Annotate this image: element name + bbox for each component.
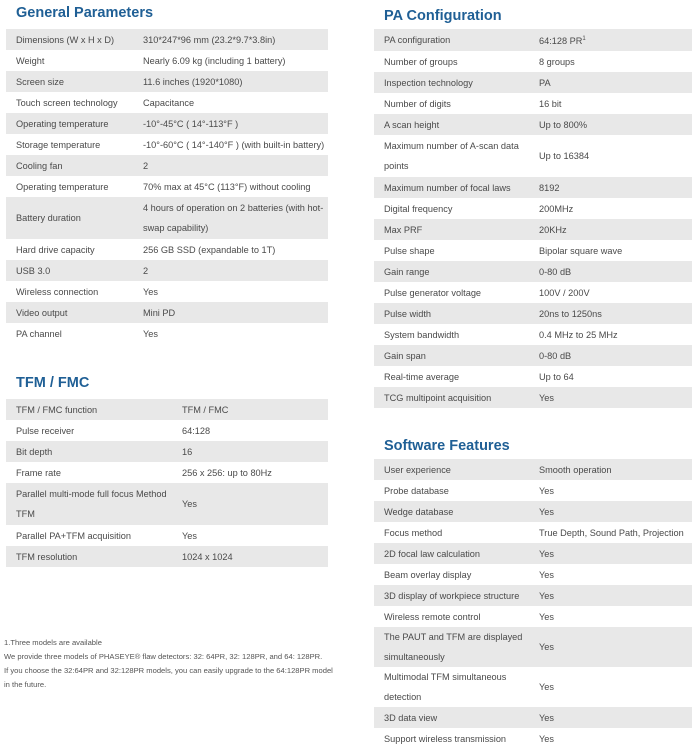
spec-value xyxy=(133,134,328,155)
footnote xyxy=(4,636,334,692)
spec-value xyxy=(529,72,692,93)
spec-value-text: Yes xyxy=(539,733,554,744)
spec-value xyxy=(133,281,328,302)
spec-row xyxy=(374,707,692,728)
spec-label: User experience xyxy=(374,459,529,480)
spec-value-text: 8192 xyxy=(539,182,560,193)
software-features-table xyxy=(374,459,692,749)
spec-value-text: 70% max at 45°C (113°F) without cooling xyxy=(143,181,311,192)
spec-row xyxy=(374,366,692,387)
spec-value-text: Yes xyxy=(539,485,554,496)
spec-row xyxy=(6,302,328,323)
spec-value-text: PA xyxy=(539,77,551,88)
spec-value xyxy=(133,29,328,50)
spec-value xyxy=(529,627,692,667)
spec-value-text: Smooth operation xyxy=(539,464,612,475)
spec-label: Storage temperature xyxy=(6,134,133,155)
spec-value-text: Capacitance xyxy=(143,97,195,108)
spec-value xyxy=(529,707,692,728)
spec-value-text: Yes xyxy=(539,548,554,559)
spec-label: Pulse generator voltage xyxy=(374,282,529,303)
spec-value xyxy=(529,728,692,749)
spec-row xyxy=(6,483,328,525)
spec-label: 2D focal law calculation xyxy=(374,543,529,564)
spec-label: 3D display of workpiece structure xyxy=(374,585,529,606)
spec-label: Inspection technology xyxy=(374,72,529,93)
general-parameters-title: General Parameters xyxy=(16,5,154,21)
spec-value-text: 256 x 256: up to 80Hz xyxy=(182,467,272,478)
spec-value xyxy=(172,462,328,483)
spec-row xyxy=(6,113,328,134)
spec-value xyxy=(529,366,692,387)
spec-value-text: Yes xyxy=(182,499,197,509)
spec-row xyxy=(374,324,692,345)
spec-value-text: TFM / FMC xyxy=(182,404,229,415)
spec-label: Hard drive capacity xyxy=(6,239,133,260)
spec-value xyxy=(529,135,692,177)
spec-label: PA configuration xyxy=(374,29,529,51)
spec-value xyxy=(529,585,692,606)
spec-value xyxy=(529,543,692,564)
spec-label: Dimensions (W x H x D) xyxy=(6,29,133,50)
pa-configuration-table xyxy=(374,29,692,408)
spec-value-text: Mini PD xyxy=(143,307,176,318)
spec-value-text: 256 GB SSD (expandable to 1T) xyxy=(143,244,276,255)
spec-label: Operating temperature xyxy=(6,113,133,134)
spec-label: Bit depth xyxy=(6,441,172,462)
spec-value-text: Yes xyxy=(143,328,158,339)
spec-value-text: 100V / 200V xyxy=(539,287,590,298)
spec-value-text: -10°-45°C ( 14°-113°F ) xyxy=(143,118,239,129)
spec-value xyxy=(529,480,692,501)
spec-label: Support wireless transmission xyxy=(374,728,529,749)
spec-row xyxy=(6,239,328,260)
spec-label: Pulse receiver xyxy=(6,420,172,441)
spec-value-text: 310*247*96 mm (23.2*9.7*3.8in) xyxy=(143,34,276,45)
spec-row xyxy=(6,134,328,155)
spec-label: Cooling fan xyxy=(6,155,133,176)
footnote-marker: 1 xyxy=(582,36,586,42)
spec-value-text: 0-80 dB xyxy=(539,266,572,277)
spec-row xyxy=(374,198,692,219)
spec-label: Gain range xyxy=(374,261,529,282)
spec-label: Screen size xyxy=(6,71,133,92)
spec-row xyxy=(6,155,328,176)
spec-value-text: 0.4 MHz to 25 MHz xyxy=(539,329,618,340)
spec-value-text: Bipolar square wave xyxy=(539,245,623,256)
general-parameters-table xyxy=(6,29,328,344)
spec-row xyxy=(374,459,692,480)
spec-value-text: Yes xyxy=(539,392,554,403)
spec-row xyxy=(6,176,328,197)
spec-label: Battery duration xyxy=(6,197,133,239)
spec-label: Touch screen technology xyxy=(6,92,133,113)
spec-row xyxy=(6,525,328,546)
spec-value xyxy=(133,71,328,92)
spec-row xyxy=(374,501,692,522)
spec-value xyxy=(529,177,692,198)
spec-row xyxy=(374,606,692,627)
spec-row xyxy=(374,627,692,667)
spec-value-text: 2 xyxy=(143,265,149,276)
spec-value-text: Up to 16384 xyxy=(539,151,590,162)
spec-row xyxy=(6,281,328,302)
spec-value-text: Yes xyxy=(539,590,554,601)
spec-row xyxy=(374,114,692,135)
spec-label: Parallel multi-mode full focus Method TFM xyxy=(6,483,172,525)
spec-label: Beam overlay display xyxy=(374,564,529,585)
spec-value-text: -10°-60°C ( 14°-140°F ) (with built-in battery) xyxy=(143,139,325,150)
spec-label: TFM / FMC function xyxy=(6,399,172,420)
spec-row xyxy=(374,261,692,282)
footnote-line-1: 1.Three models are available xyxy=(4,638,102,647)
spec-value xyxy=(529,606,692,627)
pa-configuration-title: PA Configuration xyxy=(384,8,502,24)
spec-value xyxy=(529,114,692,135)
spec-label: Gain span xyxy=(374,345,529,366)
spec-value xyxy=(133,239,328,260)
spec-value-text: 20ns to 1250ns xyxy=(539,308,602,319)
spec-row xyxy=(374,219,692,240)
spec-value xyxy=(133,176,328,197)
spec-value-text: 4 hours of operation on 2 batteries (with hot-swap capability) xyxy=(143,203,324,233)
spec-value xyxy=(529,219,692,240)
spec-row xyxy=(374,93,692,114)
spec-label: A scan height xyxy=(374,114,529,135)
spec-value xyxy=(529,240,692,261)
spec-row xyxy=(6,546,328,567)
spec-value-text: Yes xyxy=(539,682,554,692)
spec-value-text: 200MHz xyxy=(539,203,574,214)
spec-label: Number of digits xyxy=(374,93,529,114)
spec-value xyxy=(133,92,328,113)
spec-label: Wireless connection xyxy=(6,281,133,302)
spec-row xyxy=(374,387,692,408)
spec-value-text: Yes xyxy=(539,569,554,580)
spec-row xyxy=(374,282,692,303)
spec-label: Operating temperature xyxy=(6,176,133,197)
spec-row xyxy=(374,543,692,564)
spec-label: Probe database xyxy=(374,480,529,501)
spec-row xyxy=(374,585,692,606)
spec-label: Number of groups xyxy=(374,51,529,72)
spec-value-text: 16 xyxy=(182,446,193,457)
spec-value xyxy=(529,198,692,219)
spec-row xyxy=(374,72,692,93)
spec-value xyxy=(172,399,328,420)
spec-value-text: 64:128 xyxy=(182,425,211,436)
spec-value xyxy=(172,525,328,546)
spec-value xyxy=(529,261,692,282)
spec-label: TCG multipoint acquisition xyxy=(374,387,529,408)
spec-row xyxy=(374,728,692,749)
spec-row xyxy=(6,399,328,420)
spec-value-text: 16 bit xyxy=(539,98,562,109)
spec-value-text: 8 groups xyxy=(539,56,575,67)
spec-value xyxy=(529,522,692,543)
spec-label: Wireless remote control xyxy=(374,606,529,627)
spec-value xyxy=(133,197,328,239)
spec-value-text: 11.6 inches (1920*1080) xyxy=(143,76,243,87)
spec-row xyxy=(6,197,328,239)
spec-label: 3D data view xyxy=(374,707,529,728)
spec-label: Maximum number of focal laws xyxy=(374,177,529,198)
spec-row xyxy=(6,462,328,483)
spec-label: Multimodal TFM simultaneous detection xyxy=(374,667,529,707)
software-features-section xyxy=(374,437,692,749)
spec-value-text: Yes xyxy=(539,712,554,723)
spec-value-text: Yes xyxy=(182,530,197,541)
spec-value xyxy=(133,155,328,176)
spec-value xyxy=(529,303,692,324)
spec-row xyxy=(374,667,692,707)
spec-label: Focus method xyxy=(374,522,529,543)
spec-label: Pulse shape xyxy=(374,240,529,261)
spec-label: Wedge database xyxy=(374,501,529,522)
spec-row xyxy=(374,240,692,261)
spec-row xyxy=(374,135,692,177)
spec-value xyxy=(529,345,692,366)
spec-label: USB 3.0 xyxy=(6,260,133,281)
spec-row xyxy=(6,92,328,113)
spec-row xyxy=(6,71,328,92)
spec-value xyxy=(172,441,328,462)
spec-row xyxy=(374,522,692,543)
spec-value-text: 64:128 PR xyxy=(539,36,583,47)
spec-value xyxy=(529,459,692,480)
spec-value-text: 2 xyxy=(143,160,149,171)
spec-value xyxy=(529,501,692,522)
spec-value xyxy=(529,282,692,303)
spec-label: Maximum number of A-scan data points xyxy=(374,135,529,177)
spec-value xyxy=(529,667,692,707)
spec-label: Frame rate xyxy=(6,462,172,483)
spec-value-text: Up to 64 xyxy=(539,371,574,382)
spec-value xyxy=(133,113,328,134)
spec-label: PA channel xyxy=(6,323,133,344)
spec-value xyxy=(133,323,328,344)
spec-value xyxy=(172,420,328,441)
spec-label: Weight xyxy=(6,50,133,71)
spec-value-text: Yes xyxy=(539,611,554,622)
spec-row xyxy=(6,50,328,71)
spec-value-text: Yes xyxy=(539,506,554,517)
spec-label: Pulse width xyxy=(374,303,529,324)
spec-value-text: 20KHz xyxy=(539,224,567,235)
spec-row xyxy=(374,303,692,324)
tfm-fmc-title: TFM / FMC xyxy=(16,375,90,391)
spec-label: Digital frequency xyxy=(374,198,529,219)
footnote-line-3: If you choose the 32:64PR and 32:128PR models, you can easily upgrade to the 64:128PR model in the future. xyxy=(4,666,333,689)
spec-value xyxy=(529,93,692,114)
spec-row xyxy=(374,480,692,501)
spec-label: Max PRF xyxy=(374,219,529,240)
general-parameters-section xyxy=(6,4,328,344)
spec-row xyxy=(374,29,692,51)
spec-row xyxy=(374,345,692,366)
spec-value-text: 1024 x 1024 xyxy=(182,551,233,562)
spec-value-text: True Depth, Sound Path, Projection xyxy=(539,527,684,538)
spec-value xyxy=(529,51,692,72)
spec-row xyxy=(374,177,692,198)
spec-label: TFM resolution xyxy=(6,546,172,567)
tfm-fmc-table xyxy=(6,399,328,567)
spec-label: Parallel PA+TFM acquisition xyxy=(6,525,172,546)
spec-row xyxy=(6,323,328,344)
spec-value-text: Nearly 6.09 kg (including 1 battery) xyxy=(143,55,286,66)
spec-value-text: 0-80 dB xyxy=(539,350,572,361)
tfm-fmc-section xyxy=(6,374,328,567)
spec-value xyxy=(529,387,692,408)
spec-label: System bandwidth xyxy=(374,324,529,345)
spec-value xyxy=(133,50,328,71)
spec-row xyxy=(6,441,328,462)
spec-row xyxy=(6,260,328,281)
spec-row xyxy=(374,51,692,72)
spec-row xyxy=(6,420,328,441)
footnote-line-2: We provide three models of PHASEYE® flaw detectors: 32: 64PR, 32: 128PR, and 64: 128PR. xyxy=(4,652,323,661)
spec-value xyxy=(529,324,692,345)
spec-value xyxy=(529,564,692,585)
spec-value xyxy=(133,260,328,281)
spec-label: The PAUT and TFM are displayed simultaneously xyxy=(374,627,529,667)
spec-value-text: Up to 800% xyxy=(539,119,588,130)
spec-value-text: Yes xyxy=(143,286,158,297)
software-features-title: Software Features xyxy=(384,438,510,454)
spec-row xyxy=(374,564,692,585)
spec-label: Real-time average xyxy=(374,366,529,387)
spec-value xyxy=(529,29,692,51)
spec-value xyxy=(133,302,328,323)
spec-value xyxy=(172,546,328,567)
pa-configuration-section xyxy=(374,7,692,408)
spec-value xyxy=(172,483,328,525)
spec-row xyxy=(6,29,328,50)
spec-value-text: Yes xyxy=(539,642,554,652)
spec-label: Video output xyxy=(6,302,133,323)
